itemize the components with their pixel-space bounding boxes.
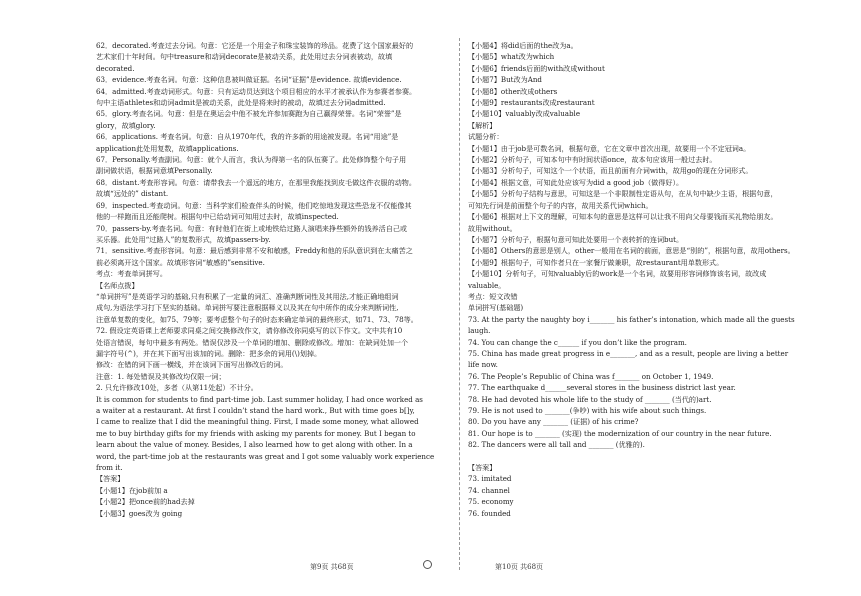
right-text-line: 【小题10】valuably改成valuable bbox=[468, 109, 581, 119]
right-text-line: 试题分析： bbox=[468, 132, 504, 142]
left-text-line: 他的一样跑而且还能爬树。根据句中已给动词可知用过去时，故填inspected. bbox=[96, 212, 339, 222]
left-page-column bbox=[96, 40, 454, 519]
left-text-line: 【小题2】把once前的had去掉 bbox=[96, 497, 195, 507]
right-text-line: 故用without。 bbox=[468, 223, 517, 233]
right-text-line: 75. China has made great progress in e_______, and as a result, people are living a better bbox=[468, 348, 789, 358]
page-number-left: 第9页 共68页 bbox=[310, 563, 354, 571]
left-text-line: a waiter at a restaurant. At first I couldn’t stand the hard work., But with time goes b[]y, bbox=[96, 406, 415, 415]
left-text-line: 注意单复数的变化，如75、79等；要考虑整个句子的时态来确定单词的最终形式，如71、73、78等。 bbox=[96, 314, 418, 324]
left-text-line: 【小题1】在job前加 a bbox=[96, 485, 168, 495]
left-text-line: 64．admitted.考查动词形式。句意：只有运动员达到这个项目相应的水平才被承认作为参赛者参赛。 bbox=[96, 86, 417, 96]
right-text-line: 考点：短文改错 bbox=[468, 291, 518, 301]
left-text-line: 处语言错误，每句中最多有两处。错误仅涉及一个单词的增加、删除或修改。增加：在缺词处加一个 bbox=[96, 337, 409, 347]
left-text-line: 71．sensitive.考查形容词。句意：最后感到非常不安和敏感，Freddy和他的乐队意识到在太痛苦之 bbox=[96, 246, 413, 256]
right-text-line: 【小题4】将did后面的the改为a。 bbox=[468, 41, 578, 50]
right-text-line: 81. Our hope is to _______ (实现) the modernization of our country in the near future. bbox=[468, 428, 772, 438]
right-text-line: valuable。 bbox=[468, 280, 506, 290]
left-text-line: 副词做状语，根据词意填Personally. bbox=[96, 166, 213, 176]
right-text-line: 【解析】 bbox=[468, 120, 497, 130]
left-text-line: me to buy birthday gifts for my friends with asking my parents for money. But I began to bbox=[96, 428, 416, 438]
right-text-line: 【小题3】分析句子，可知这个一个状语，而且前面有介词with，故用go的现在分词形式。 bbox=[468, 166, 753, 176]
left-text-line: 句中主语athletes和动词admit是被动关系，此处是将来时的被动，故填过去分词admitted. bbox=[96, 98, 386, 108]
right-text-line: 单词拼写(基础题) bbox=[468, 303, 524, 313]
left-text-line: 艺术家们十年时间。句中treasure和动词decorate是被动关系，此处用过去分词表被动，故填 bbox=[96, 52, 393, 62]
left-text-line: learn about the value of money. Besides, I also learned how to get along with other. In a bbox=[96, 440, 413, 450]
right-text-line: 78. He had devoted his whole life to the study of _______ (当代的)art. bbox=[468, 394, 712, 404]
left-text-line: 63．evidence.考查名词。句意：这种信息被叫做证据。名词“证据”是evidence. 故填evidence. bbox=[96, 75, 402, 85]
right-text-line: 74. You can change the c______ if you don’t like the program. bbox=[468, 337, 687, 347]
right-text-line: 【小题4】根据文意，可知此处应该写为did a good job（做得好）。 bbox=[468, 177, 684, 187]
right-text-line: 80. Do you have any _______ (证据) of his crime? bbox=[468, 417, 639, 427]
left-text-line: 65．glory.考查名词。句意：但是在奥运会中他不被允许参加赛跑为自己赢得荣誉。名词“荣誉”是 bbox=[96, 109, 402, 119]
left-text-line: word, the part-time job at the restaurants was great and I got some valuably work experience bbox=[96, 451, 435, 461]
right-text-line: 【小题5】分析句子结构与意思，可知这是一个非限制性定语从句，在从句中缺少主语，根据句意， bbox=[468, 189, 778, 199]
left-text-line: 【名师点拨】 bbox=[96, 280, 139, 290]
right-text-line: 【小题2】分析句子，可知本句中有时间状语once，故本句应该用一般过去时。 bbox=[468, 155, 717, 165]
left-text-line: It is common for students to find part-time job. Last summer holiday, I had once worked as bbox=[96, 394, 423, 404]
binding-circle-icon bbox=[423, 560, 432, 569]
right-text-line: 76. founded bbox=[468, 508, 511, 518]
right-text-line: 可知先行词是前面整个句子的内容，故用关系代词which。 bbox=[468, 200, 653, 210]
left-text-line: 70．passers-by.考查名词。句意：有时他们在街上或地铁给过路人演唱来挣些额外的钱养活自己或 bbox=[96, 223, 408, 233]
left-text-line: I came to realize that I did the meaningful thing. First, I made some money, what allowed bbox=[96, 417, 419, 427]
left-text-line: 成句,为语法学习打下坚实的基础。单词拼写要注意根据释义以及其在句中所作的成分来判断词性, bbox=[96, 303, 399, 313]
right-text-line: 【小题8】Others的意思是别人，other一般用在名词的前面，意思是“别的”，根据句意，故用others。 bbox=[468, 246, 795, 256]
left-text-line: 69．inspected.考查动词。句意：当科学家们检查伴头的时候，他们吃惊地发现这些恐龙不仅能像其 bbox=[96, 200, 412, 210]
left-text-line: decorated. bbox=[96, 63, 135, 73]
left-text-line: 68．distant.考查形容词。句意：请带我去一个遥远的地方，在那里我能找到皮毛做这件衣服的动物。 bbox=[96, 177, 416, 187]
left-text-line: 考点：考查单词拼写。 bbox=[96, 269, 167, 279]
right-text-line: 79. He is not used to _______(争吵) with his wife about such things. bbox=[468, 406, 707, 415]
right-text-line: 【答案】 bbox=[468, 463, 497, 473]
right-text-line: 76. The People’s Republic of China was f_______ on October 1, 1949. bbox=[468, 371, 714, 381]
right-text-line: 【小题7】But改为And bbox=[468, 75, 542, 85]
right-text-line: 【小题8】other改成others bbox=[468, 86, 558, 96]
page-number-right: 第10页 共68页 bbox=[495, 563, 544, 571]
left-text-line: 【小题3】goes改为 going bbox=[96, 508, 183, 518]
right-text-line: 75. economy bbox=[468, 497, 514, 507]
right-text-line: 【小题1】由于job是可数名词，根据句意，它在文章中首次出现，故要用一个不定冠词a。 bbox=[468, 143, 751, 153]
left-text-line: 修改：在错的词下画一横线，并在该词下面写出修改后的词。 bbox=[96, 360, 288, 370]
left-text-line: 【答案】 bbox=[96, 474, 125, 484]
right-text-line: 【小题10】分析句子，可知valuably后的work是一个名词，故要用形容词修饰该名词，故改成 bbox=[468, 269, 767, 279]
left-text-line: 故填“远处的” distant. bbox=[96, 189, 169, 199]
right-text-line: 【小题5】what改为which bbox=[468, 52, 555, 62]
left-text-line: 买乐器。此处用“过路人”的复数形式，故填passers-by. bbox=[96, 234, 271, 244]
left-text-line: glory，故填glory. bbox=[96, 120, 156, 130]
left-text-line: 2. 只允许修改10处，多者（从第11处起）不计分。 bbox=[96, 383, 258, 393]
left-text-line: 注意：1. 每处错误及其修改均仅限一词； bbox=[96, 371, 226, 381]
right-text-line: 82. The dancers were all tall and _______ (优雅的). bbox=[468, 440, 645, 450]
left-text-line: 漏字符号(^)，并在其下面写出该加的词。删除：把多余的词用(\)划掉。 bbox=[96, 348, 322, 358]
left-text-line: 66．applications. 考查名词。句意：自从1970年代，我的许多新的用途被发现。名词“用途”是 bbox=[96, 132, 399, 142]
right-text-line: 74. channel bbox=[468, 485, 510, 495]
right-text-line: laugh. bbox=[468, 326, 491, 336]
right-text-line: 【小题6】friends后面的with改成without bbox=[468, 63, 605, 73]
left-text-line: 62．decorated.考查过去分词。句意：它还是一个用金子和珠宝装饰的珍品。花费了这个国家最好的 bbox=[96, 41, 414, 50]
right-text-line: 77. The earthquake d______several stores in the business district last year. bbox=[468, 383, 736, 393]
right-text-line: life now. bbox=[468, 360, 498, 370]
right-text-line: 73. imitated bbox=[468, 474, 512, 484]
left-text-line: “单词拼写”是英语学习的基础,只有积累了一定量的词汇、准确判断词性及其用法,才能正确地组词 bbox=[96, 291, 399, 301]
left-text-line: 前必须离开这个国家。故填形容词“敏感的”sensitive. bbox=[96, 257, 265, 267]
right-text-line: 73. At the party the naughty boy i_______ his father’s intonation, which made all the guests bbox=[468, 314, 795, 324]
right-text-line: 【小题9】根据句子，可知作者只在一家餐厅做兼职，故restaurant用单数形式。 bbox=[468, 257, 724, 267]
left-text-line: application此处用复数，故填applications. bbox=[96, 143, 239, 153]
left-text-line: from it. bbox=[96, 463, 123, 473]
right-text-line: 【小题7】分析句子，根据句意可知此处要用一个表转折的连词but。 bbox=[468, 234, 684, 244]
right-text-line: 【小题9】restaurants改成restaurant bbox=[468, 98, 595, 108]
left-text-line: 72. 假设定英语课上老师要求同桌之间交换修改作文，请你修改你同桌写的以下作文。文中共有10 bbox=[96, 326, 403, 336]
right-text-line bbox=[468, 451, 830, 462]
right-page-column bbox=[468, 40, 830, 519]
page-divider bbox=[459, 38, 460, 570]
left-text-line: 67．Personally.考查副词。句意：就个人而言，我认为得第一名的队伍赛了。此处修饰整个句子用 bbox=[96, 155, 407, 165]
right-text-line: 【小题6】根据对上下文的理解，可知本句的意思是这样可以让我不用向父母要钱而买礼物给朋友。 bbox=[468, 212, 778, 222]
